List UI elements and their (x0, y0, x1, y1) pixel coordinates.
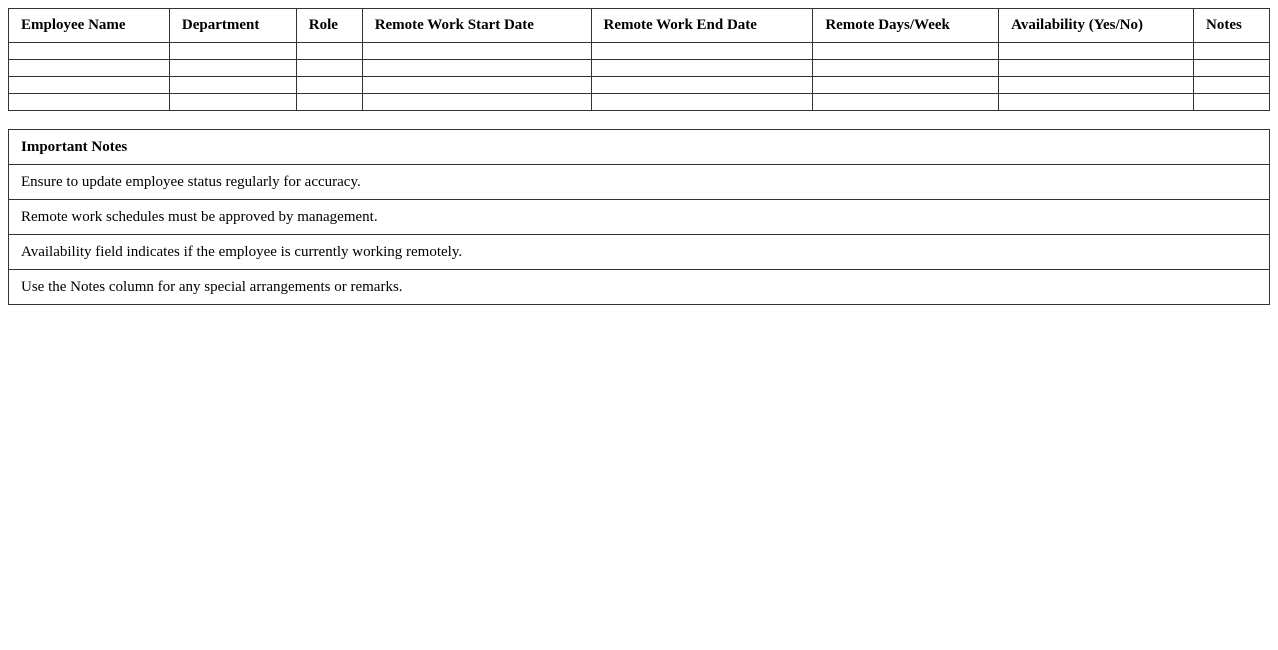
notes-heading-row (9, 130, 1270, 165)
table-cell-availability[interactable] (999, 77, 1194, 94)
column-header-department: Department (169, 9, 296, 43)
note-row (9, 165, 1270, 200)
table-header-row (9, 9, 1270, 43)
note-row (9, 200, 1270, 235)
table-cell-department[interactable] (169, 77, 296, 94)
table-cell-employee-name[interactable] (9, 77, 170, 94)
table-cell-start-date[interactable] (362, 77, 591, 94)
table-cell-end-date[interactable] (591, 43, 813, 60)
table-cell-employee-name[interactable] (9, 60, 170, 77)
table-cell-role[interactable] (296, 60, 362, 77)
table-cell-department[interactable] (169, 60, 296, 77)
table-row (9, 77, 1270, 94)
column-header-role: Role (296, 9, 362, 43)
note-item: Use the Notes column for any special arrangements or remarks. (9, 270, 1270, 305)
table-row (9, 94, 1270, 111)
table-cell-end-date[interactable] (591, 77, 813, 94)
table-cell-employee-name[interactable] (9, 94, 170, 111)
table-cell-start-date[interactable] (362, 94, 591, 111)
table-cell-remote-days[interactable] (813, 77, 999, 94)
table-cell-availability[interactable] (999, 94, 1194, 111)
column-header-remote-work-end-date: Remote Work End Date (591, 9, 813, 43)
column-header-remote-days-per-week: Remote Days/Week (813, 9, 999, 43)
table-cell-remote-days[interactable] (813, 94, 999, 111)
table-cell-role[interactable] (296, 77, 362, 94)
table-cell-notes[interactable] (1194, 77, 1270, 94)
document-page (0, 0, 1278, 305)
column-header-employee-name: Employee Name (9, 9, 170, 43)
table-row (9, 43, 1270, 60)
note-item: Ensure to update employee status regularly for accuracy. (9, 165, 1270, 200)
column-header-availability: Availability (Yes/No) (999, 9, 1194, 43)
table-cell-availability[interactable] (999, 60, 1194, 77)
table-cell-employee-name[interactable] (9, 43, 170, 60)
table-cell-notes[interactable] (1194, 94, 1270, 111)
remote-work-schedule-table (8, 8, 1270, 111)
table-cell-department[interactable] (169, 43, 296, 60)
table-cell-role[interactable] (296, 43, 362, 60)
table-cell-notes[interactable] (1194, 60, 1270, 77)
important-notes-table (8, 129, 1270, 305)
table-cell-start-date[interactable] (362, 60, 591, 77)
column-header-remote-work-start-date: Remote Work Start Date (362, 9, 591, 43)
table-cell-end-date[interactable] (591, 94, 813, 111)
table-cell-end-date[interactable] (591, 60, 813, 77)
table-cell-remote-days[interactable] (813, 43, 999, 60)
note-row (9, 270, 1270, 305)
table-cell-availability[interactable] (999, 43, 1194, 60)
table-cell-role[interactable] (296, 94, 362, 111)
table-cell-start-date[interactable] (362, 43, 591, 60)
note-item: Remote work schedules must be approved by management. (9, 200, 1270, 235)
table-row (9, 60, 1270, 77)
notes-heading: Important Notes (9, 130, 1270, 165)
table-cell-notes[interactable] (1194, 43, 1270, 60)
column-header-notes: Notes (1194, 9, 1270, 43)
note-item: Availability field indicates if the employee is currently working remotely. (9, 235, 1270, 270)
table-cell-department[interactable] (169, 94, 296, 111)
table-cell-remote-days[interactable] (813, 60, 999, 77)
note-row (9, 235, 1270, 270)
